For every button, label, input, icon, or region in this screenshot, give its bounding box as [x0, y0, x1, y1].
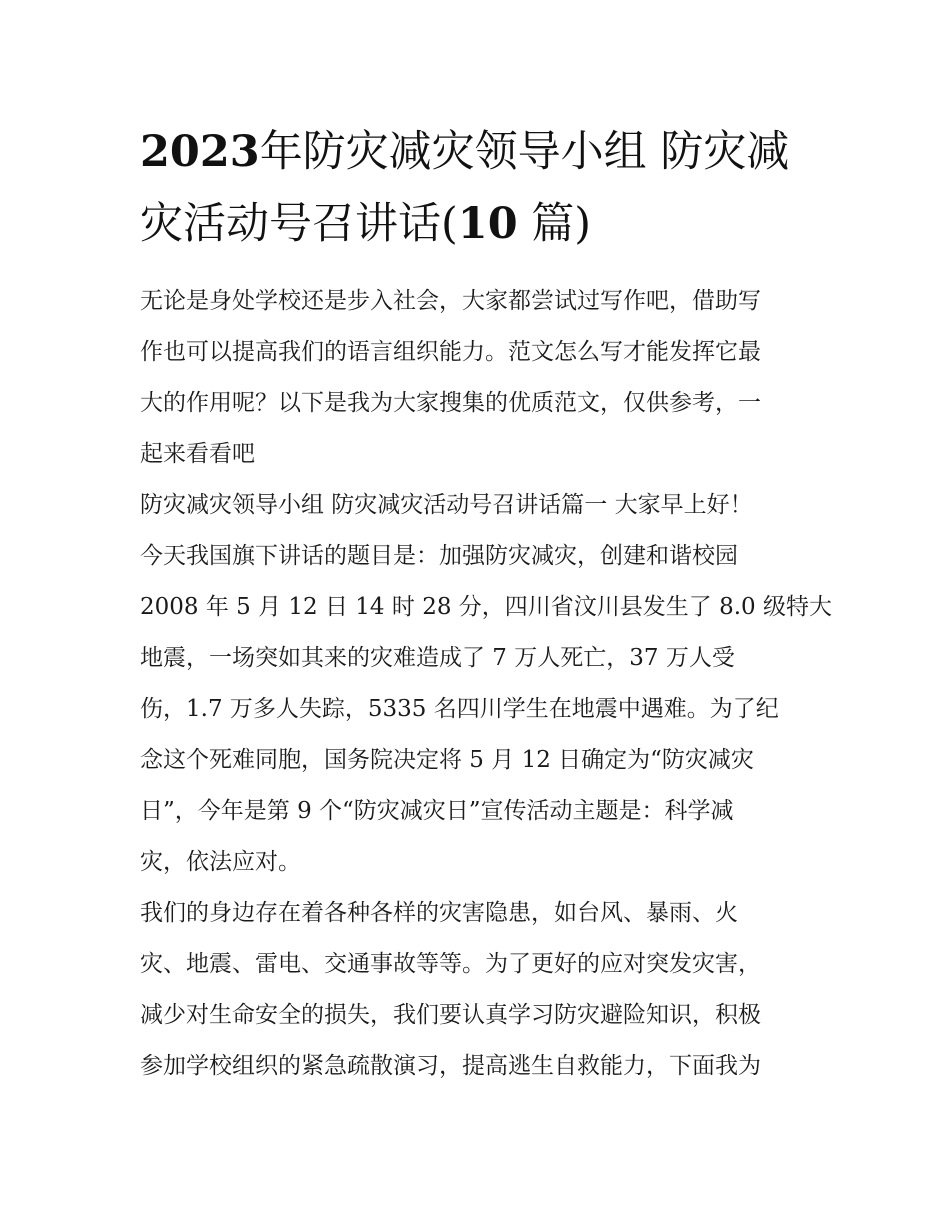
body-line: 今天我国旗下讲话的题目是：加强防灾减灾，创建和谐校园 [140, 543, 738, 569]
title-suffix: 篇) [517, 199, 592, 249]
body-line: 日”，今年是第 9 个“防灾减灾日”宣传活动主题是：科学减 [140, 798, 734, 824]
body-line: 起来看看吧 [140, 441, 255, 467]
title-main: 年防灾减灾领导小组 防灾减灾活动号召讲话( [140, 127, 790, 249]
body-line: 作也可以提高我们的语言组织能力。范文怎么写才能发挥它最 [140, 339, 761, 365]
document-title [140, 116, 820, 260]
body-line: 灾、地震、雷电、交通事故等等。为了更好的应对突发灾害， [140, 951, 761, 977]
body-line: 我们的身边存在着各种各样的灾害隐患，如台风、暴雨、火 [140, 900, 738, 926]
document-body [140, 276, 832, 1092]
body-line: 灾，依法应对。 [140, 849, 301, 875]
body-line: 2008 年 5 月 12 日 14 时 28 分，四川省汶川县发生了 8.0 级特大 [140, 594, 832, 620]
body-line: 大的作用呢？以下是我为大家搜集的优质范文，仅供参考，一 [140, 390, 761, 416]
body-line: 念这个死难同胞，国务院决定将 5 月 12 日确定为“防灾减灾 [140, 747, 754, 773]
body-line: 防灾减灾领导小组 防灾减灾活动号召讲话篇一 大家早上好！ [140, 492, 753, 518]
body-line: 无论是身处学校还是步入社会，大家都尝试过写作吧，借助写 [140, 288, 761, 314]
body-line: 参加学校组织的紧急疏散演习，提高逃生自救能力，下面我为 [140, 1053, 761, 1079]
title-count: 10 [457, 199, 518, 249]
title-year: 2023 [140, 127, 260, 177]
body-line: 地震，一场突如其来的灾难造成了 7 万人死亡，37 万人受 [140, 645, 735, 671]
body-line: 伤，1.7 万多人失踪，5335 名四川学生在地震中遇难。为了纪 [140, 696, 779, 722]
body-line: 减少对生命安全的损失，我们要认真学习防灾避险知识，积极 [140, 1002, 761, 1028]
